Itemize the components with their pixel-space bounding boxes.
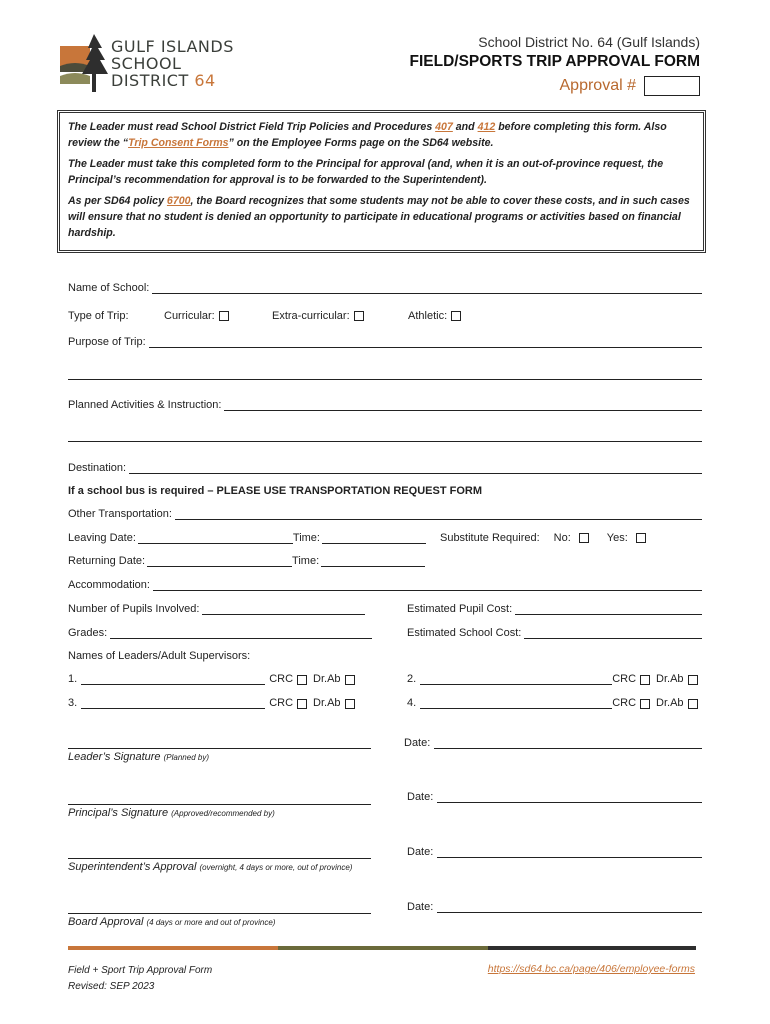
pupil-cost-row [407, 603, 702, 615]
leader-1-row [68, 673, 355, 685]
notice-paragraph-2: The Leader must take this completed form to the Principal for approval (and, when it is an out-of-province request, the Principal’s recommendation for approval is to be forwarded to the Superintendent). [68, 158, 664, 186]
board-date-field[interactable] [437, 901, 702, 913]
extracurricular-option [272, 310, 408, 322]
returning-row [68, 555, 425, 567]
trip-type-row [68, 310, 702, 322]
trip-type-label: Type of Trip: [68, 310, 129, 322]
leader-1-field[interactable] [81, 673, 265, 685]
leader-signature-label: Leader’s Signature [68, 751, 161, 763]
leader-4-crc-checkbox[interactable] [640, 699, 650, 709]
footer-bar-dark [488, 946, 696, 950]
leader-1-crc-checkbox[interactable] [297, 675, 307, 685]
leaving-time-field[interactable] [322, 532, 426, 544]
footer-form-name: Field + Sport Trip Approval Form [68, 965, 213, 976]
leader-date-row [404, 737, 702, 749]
principal-date-field[interactable] [437, 791, 702, 803]
leader-signature-line[interactable] [68, 747, 371, 749]
principal-signature-note: (Approved/recommended by) [171, 809, 275, 818]
purpose-row-2 [68, 368, 702, 380]
logo-line-2: SCHOOL [111, 54, 182, 73]
leader-2-drab-label: Dr.Ab [656, 673, 684, 685]
footer-bar-olive [278, 946, 488, 950]
leader-3-crc-label: CRC [269, 697, 294, 709]
substitute-yes-checkbox[interactable] [636, 533, 646, 543]
notice-text: and [452, 121, 478, 133]
activities-label: Planned Activities & Instruction: [68, 399, 222, 411]
footer-link[interactable]: https://sd64.bc.ca/page/406/employee-forms [487, 963, 695, 975]
curricular-label: Curricular: [164, 310, 215, 322]
destination-row [68, 462, 702, 474]
leaving-date-field[interactable] [138, 532, 293, 544]
leader-1-drab-label: Dr.Ab [313, 673, 341, 685]
notice-text: ” on the Employee Forms page on the SD64 website. [228, 137, 494, 149]
leaving-time-label: Time: [292, 532, 320, 544]
leader-2-crc-label: CRC [612, 673, 637, 685]
notice-text: The Leader must read School District Field Trip Policies and Procedures [68, 121, 436, 133]
accommodation-label: Accommodation: [68, 579, 150, 591]
curricular-checkbox[interactable] [219, 311, 229, 321]
pupils-row [68, 603, 365, 615]
board-signature-caption [68, 916, 275, 928]
notice-paragraph-3 [68, 193, 695, 241]
leader-date-field[interactable] [434, 737, 702, 749]
purpose-field[interactable] [149, 336, 702, 348]
board-signature-label: Board Approval [68, 916, 144, 928]
superintendent-signature-label: Superintendent’s Approval [68, 861, 197, 873]
pupils-label: Number of Pupils Involved: [68, 603, 200, 615]
school-cost-label: Estimated School Cost: [407, 627, 522, 639]
district-name: School District No. 64 (Gulf Islands) [478, 34, 700, 50]
returning-time-field[interactable] [321, 555, 425, 567]
superintendent-signature-note: (overnight, 4 days or more, out of province) [199, 863, 353, 872]
leader-3-number: 3. [68, 697, 78, 709]
leader-4-crc-label: CRC [612, 697, 637, 709]
leaders-heading: Names of Leaders/Adult Supervisors: [68, 650, 251, 662]
destination-field[interactable] [129, 462, 702, 474]
footer-form-info [68, 963, 212, 995]
leaving-date-label: Leaving Date: [68, 532, 136, 544]
leader-4-drab-checkbox[interactable] [688, 699, 698, 709]
leader-1-number: 1. [68, 673, 78, 685]
activities-row [68, 399, 702, 411]
school-cost-field[interactable] [524, 627, 702, 639]
logo-emblem-icon [58, 32, 110, 96]
pupil-cost-field[interactable] [515, 603, 702, 615]
leader-4-field[interactable] [420, 697, 612, 709]
superintendent-date-label: Date: [407, 846, 434, 858]
notice-text: As per SD64 policy [68, 195, 167, 207]
pupils-field[interactable] [202, 603, 365, 615]
leader-2-drab-checkbox[interactable] [688, 675, 698, 685]
curricular-option [164, 310, 272, 322]
leader-signature-caption [68, 751, 209, 763]
substitute-no-option [554, 532, 589, 544]
purpose-field-line-2[interactable] [68, 368, 702, 380]
leader-2-crc-checkbox[interactable] [640, 675, 650, 685]
trip-consent-forms-link[interactable]: Trip Consent Forms [128, 137, 229, 149]
other-transport-field[interactable] [175, 508, 702, 520]
notice-paragraph-1 [68, 119, 695, 151]
notice-text: before completing this form. Also review the “ [68, 121, 667, 149]
school-field[interactable] [152, 282, 702, 294]
logo-line-3-number: 64 [194, 71, 216, 90]
approval-number [560, 76, 701, 96]
other-transport-row [68, 508, 702, 520]
substitute-yes-option [607, 532, 646, 544]
leader-3-row [68, 697, 355, 709]
leader-signature-note: (Planned by) [163, 753, 209, 762]
grades-row [68, 627, 372, 639]
superintendent-signature-line[interactable] [68, 857, 371, 859]
leader-3-drab-label: Dr.Ab [313, 697, 341, 709]
accommodation-field[interactable] [153, 579, 702, 591]
form-title: FIELD/SPORTS TRIP APPROVAL FORM [409, 53, 700, 70]
logo-wordmark [111, 38, 234, 89]
board-date-row [407, 901, 702, 913]
school-row [68, 282, 702, 294]
principal-signature-caption [68, 807, 275, 819]
leader-1-drab-checkbox[interactable] [345, 675, 355, 685]
board-signature-note: (4 days or more and out of province) [146, 918, 276, 927]
substitute-label: Substitute Required: [439, 532, 540, 544]
leader-date-label: Date: [404, 737, 431, 749]
returning-date-label: Returning Date: [68, 555, 146, 567]
superintendent-signature-caption [68, 861, 352, 873]
athletic-label: Athletic: [408, 310, 448, 322]
policy-407-link[interactable]: 407 [435, 121, 453, 133]
substitute-no-checkbox[interactable] [579, 533, 589, 543]
principal-date-label: Date: [407, 791, 434, 803]
activities-row-2 [68, 430, 702, 442]
board-date-label: Date: [407, 901, 434, 913]
extracurricular-checkbox[interactable] [354, 311, 364, 321]
accommodation-row [68, 579, 702, 591]
footer-revised: Revised: SEP 2023 [68, 981, 155, 992]
purpose-label: Purpose of Trip: [68, 336, 146, 348]
grades-label: Grades: [68, 627, 108, 639]
athletic-checkbox[interactable] [451, 311, 461, 321]
leader-4-drab-label: Dr.Ab [656, 697, 684, 709]
grades-field[interactable] [110, 627, 372, 639]
approval-number-field[interactable] [644, 76, 700, 96]
purpose-row [68, 336, 702, 348]
leader-3-field[interactable] [81, 697, 265, 709]
extracurricular-label: Extra-curricular: [272, 310, 350, 322]
leader-4-row [407, 697, 698, 709]
activities-field-line-2[interactable] [68, 430, 702, 442]
bus-notice: If a school bus is required – PLEASE USE TRANSPORTATION REQUEST FORM [68, 485, 482, 497]
board-signature-line[interactable] [68, 912, 371, 914]
returning-date-field[interactable] [147, 555, 292, 567]
logo-line-3 [111, 72, 234, 89]
policy-6700-link[interactable]: 6700 [166, 195, 191, 207]
activities-field[interactable] [224, 399, 702, 411]
leader-2-field[interactable] [420, 673, 612, 685]
leader-2-number: 2. [407, 673, 417, 685]
athletic-option [408, 310, 461, 322]
footer-bar-orange [68, 946, 278, 950]
logo-line-1: GULF ISLANDS [111, 37, 234, 56]
leader-3-drab-checkbox[interactable] [345, 699, 355, 709]
superintendent-date-row [407, 846, 702, 858]
principal-signature-line[interactable] [68, 803, 371, 805]
substitute-no-label: No: [553, 532, 571, 544]
leader-4-number: 4. [407, 697, 417, 709]
leader-2-row [407, 673, 698, 685]
school-cost-row [407, 627, 702, 639]
leaving-row [68, 532, 702, 544]
returning-time-label: Time: [292, 555, 320, 567]
destination-label: Destination: [68, 462, 127, 474]
footer-color-bar [68, 946, 696, 950]
logo-line-3-word: DISTRICT [111, 71, 189, 90]
notice-box [57, 110, 706, 253]
pupil-cost-label: Estimated Pupil Cost: [407, 603, 513, 615]
policy-412-link[interactable]: 412 [477, 121, 496, 133]
leader-1-crc-label: CRC [269, 673, 294, 685]
substitute-yes-label: Yes: [606, 532, 628, 544]
notice-text: , the Board recognizes that some students may not be able to cover these costs, and in such cases will ensure that no student is denied an opportunity to participate in educational programs or activities based on financial hardship. [68, 195, 690, 239]
school-label: Name of School: [68, 282, 150, 294]
superintendent-date-field[interactable] [437, 846, 702, 858]
principal-date-row [407, 791, 702, 803]
principal-signature-label: Principal’s Signature [68, 807, 169, 819]
approval-label: Approval # [559, 77, 636, 94]
leader-3-crc-checkbox[interactable] [297, 699, 307, 709]
other-transport-label: Other Transportation: [68, 508, 172, 520]
